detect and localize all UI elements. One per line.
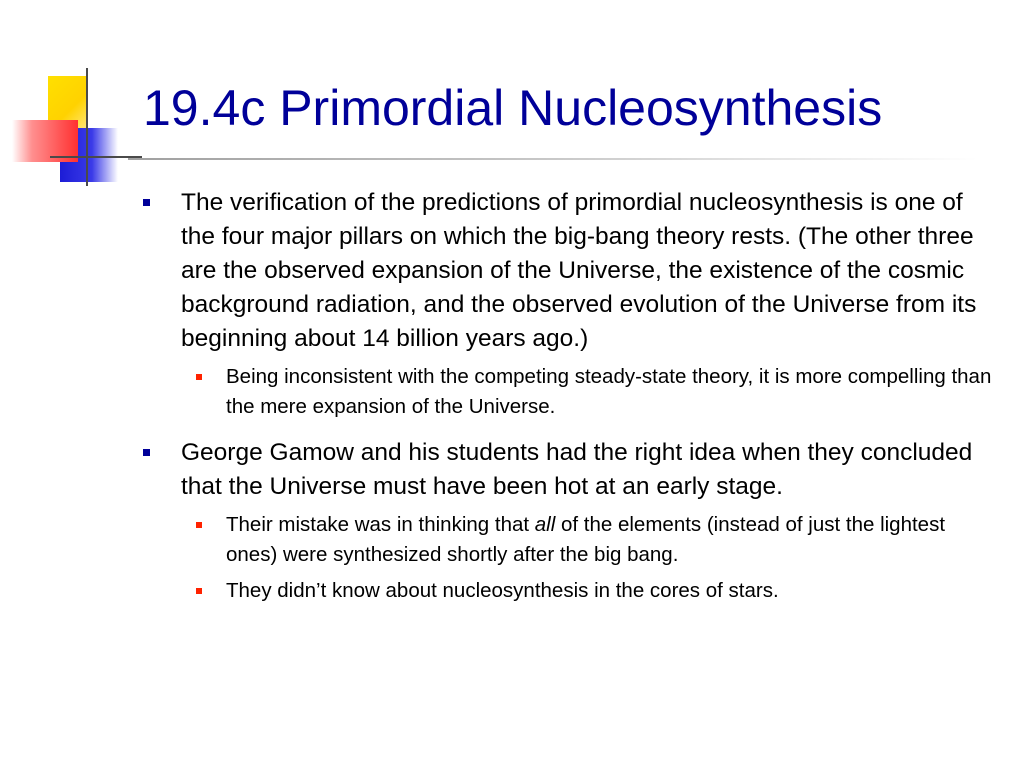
square-bullet-icon <box>196 522 202 528</box>
vertical-line-decoration <box>86 68 88 186</box>
bullet-item-2 <box>140 436 1000 504</box>
square-bullet-icon <box>196 588 202 594</box>
sub-bullet-text-before: Their mistake was in thinking that <box>226 513 535 536</box>
slide-title: 19.4c Primordial Nucleosynthesis <box>143 80 883 136</box>
bullet-item-1 <box>140 186 1000 356</box>
title-underline <box>128 158 978 160</box>
sub-bullet-text-after: of the elements (instead of just the lightest ones) were synthesized shortly after the big bang. <box>226 513 946 566</box>
sub-bullet-item-2-1 <box>185 510 1000 570</box>
slide-content <box>140 186 1000 612</box>
bullet-text: George Gamow and his students had the right idea when they concluded that the Universe must have been hot at an early stage. <box>181 439 973 500</box>
sub-bullet-item-1-1 <box>185 362 1000 422</box>
sub-bullet-text-emphasis: all <box>534 513 556 536</box>
bullet-text: The verification of the predictions of primordial nucleosynthesis is one of the four major pillars on which the big-bang theory rests. (The other three are the observed expansion of the Universe, the existence of the cosmic background radiation, and the observed evolution of the Universe from its beginning about 14 billion years ago.) <box>181 189 977 352</box>
square-bullet-icon <box>196 374 202 380</box>
sub-bullet-item-2-2 <box>185 576 1000 606</box>
sub-bullet-text: They didn’t know about nucleosynthesis in the cores of stars. <box>226 579 779 602</box>
sub-bullet-text: Being inconsistent with the competing steady-state theory, it is more compelling than the mere expansion of the Universe. <box>226 365 992 418</box>
square-bullet-icon <box>143 449 150 456</box>
square-bullet-icon <box>143 199 150 206</box>
decorative-squares-logo <box>0 0 150 200</box>
